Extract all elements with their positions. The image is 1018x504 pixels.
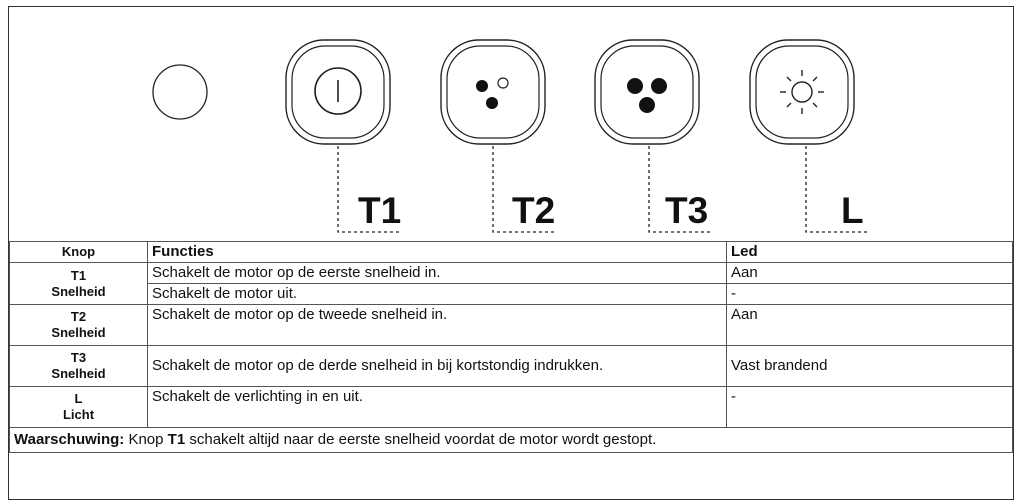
function-text: Schakelt de motor uit. xyxy=(148,284,727,305)
knop-sub: Snelheid xyxy=(51,366,106,381)
light-button[interactable] xyxy=(750,40,854,144)
warning-pre: Knop xyxy=(124,431,168,448)
table-row xyxy=(10,387,1013,428)
instruction-sheet xyxy=(8,6,1014,500)
power-button[interactable] xyxy=(286,40,390,144)
header-knop: Knop xyxy=(10,242,148,263)
function-text: Schakelt de motor op de tweede snelheid in. xyxy=(148,305,727,346)
led-text: - xyxy=(727,284,1013,305)
table-row xyxy=(10,263,1013,284)
led-text: Aan xyxy=(727,263,1013,284)
table-row xyxy=(10,346,1013,387)
sensor-circle xyxy=(153,65,207,119)
sun-light-icon xyxy=(780,70,824,114)
led-text: - xyxy=(727,387,1013,428)
knop-sub: Snelheid xyxy=(51,325,106,340)
knop-cell-t2 xyxy=(10,305,148,346)
speed-three-dots-icon xyxy=(627,78,667,113)
led-text: Vast brandend xyxy=(727,346,1013,387)
table-header-row xyxy=(10,242,1013,263)
warning-cell xyxy=(10,428,1013,453)
knop-cell-t3 xyxy=(10,346,148,387)
function-text: Schakelt de motor op de derde snelheid in bij kortstondig indrukken. xyxy=(148,346,727,387)
knop-key: T1 xyxy=(70,267,87,283)
label-t3: T3 xyxy=(665,190,709,231)
knop-cell-l xyxy=(10,387,148,428)
knop-cell-t1 xyxy=(10,263,148,305)
led-text: Aan xyxy=(727,305,1013,346)
label-l: L xyxy=(841,190,864,231)
speed-two-button[interactable] xyxy=(441,40,545,144)
table-row xyxy=(10,305,1013,346)
knop-key: T2 xyxy=(70,309,87,324)
knop-sub: Snelheid xyxy=(51,283,106,299)
power-icon xyxy=(315,68,361,114)
header-functies: Functies xyxy=(148,242,727,263)
speed-two-dots-icon xyxy=(476,78,508,109)
label-t1: T1 xyxy=(358,190,402,231)
warning-row xyxy=(10,428,1013,453)
function-table xyxy=(9,241,1013,453)
knop-sub: Licht xyxy=(62,407,95,422)
control-panel-diagram xyxy=(9,7,1013,241)
header-led: Led xyxy=(727,242,1013,263)
table-row xyxy=(10,284,1013,305)
function-text: Schakelt de motor op de eerste snelheid in. xyxy=(148,263,727,284)
label-t2: T2 xyxy=(512,190,556,231)
warning-label: Waarschuwing: xyxy=(14,431,125,448)
knop-key: L xyxy=(74,391,83,406)
leader-lines xyxy=(338,146,869,232)
warning-post: schakelt altijd naar de eerste snelheid voordat de motor wordt gestopt. xyxy=(185,431,657,448)
function-text: Schakelt de verlichting in en uit. xyxy=(148,387,727,428)
knop-key: T3 xyxy=(70,350,87,365)
warning-key: T1 xyxy=(167,431,186,448)
speed-three-button[interactable] xyxy=(595,40,699,144)
